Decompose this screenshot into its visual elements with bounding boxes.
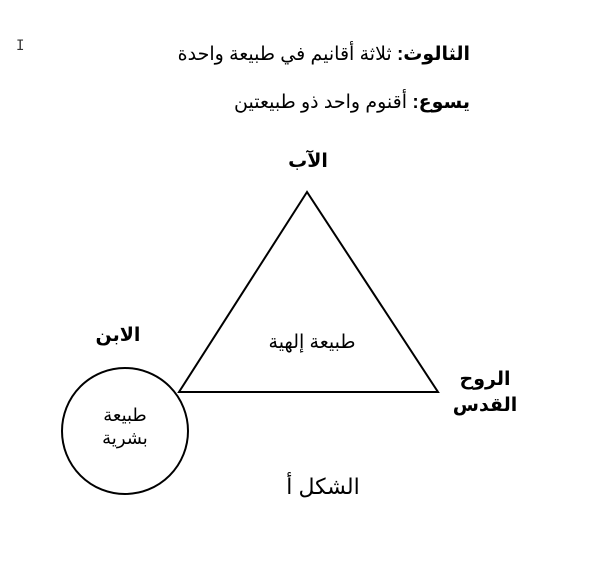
father-label: الآب xyxy=(288,151,328,172)
jesus-term: يسوع: xyxy=(412,92,470,113)
trinity-term: الثالوث: xyxy=(396,44,470,65)
divine-nature-text: طبيعة إلهية xyxy=(268,332,356,353)
son-label: الابن xyxy=(95,325,141,346)
divine-nature-triangle xyxy=(179,192,438,392)
holy-spirit-label-line1: الروح xyxy=(459,369,511,390)
human-nature-text xyxy=(85,404,165,450)
human-nature-text-line1: طبيعة xyxy=(103,405,147,425)
holy-spirit-label-line2: القدس xyxy=(452,395,518,416)
human-nature-text-line2: بشرية xyxy=(102,428,148,448)
jesus-text: أقنوم واحد ذو طبيعتين xyxy=(234,92,408,113)
trinity-text: ثلاثة أقانيم في طبيعة واحدة xyxy=(177,44,392,65)
holy-spirit-label xyxy=(452,367,518,419)
text-cursor-icon: I xyxy=(16,38,25,54)
figure-caption: الشكل أ xyxy=(286,474,360,499)
